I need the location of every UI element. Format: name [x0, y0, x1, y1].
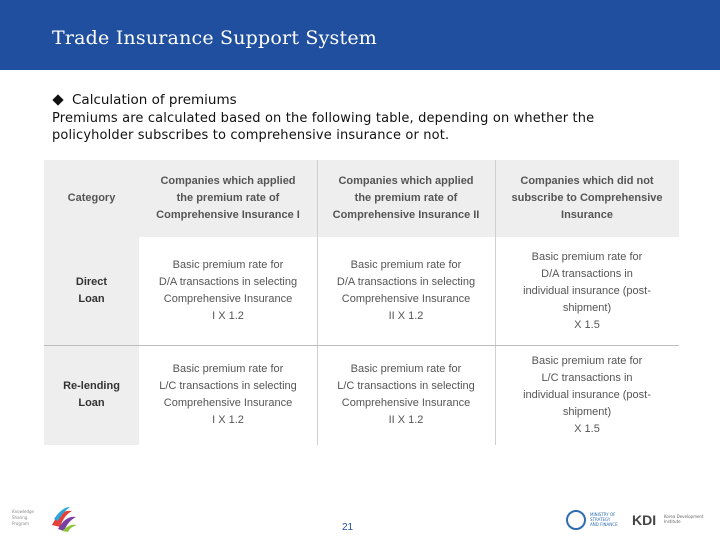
section-heading-label: Calculation of premiums — [72, 92, 237, 108]
table-header-cell — [139, 160, 317, 237]
table-cell: Basic premium rate for D/A transactions in selecting Comprehensive Insurance I X 1.2 — [139, 237, 317, 345]
page-title: Trade Insurance Support System — [52, 27, 378, 49]
table-cell: Basic premium rate for D/A transactions in selecting Comprehensive Insurance II X 1.2 — [317, 237, 495, 345]
table-header-cell — [495, 160, 679, 237]
knowledge-sharing-program-logo: Knowledge Sharing Program — [12, 505, 78, 533]
section-description: Premiums are calculated based on the following table, depending on whether the policyholder subscribes to comprehensive insurance or not. — [52, 111, 595, 143]
diamond-bullet-icon — [52, 94, 63, 105]
ksp-ribbon-icon — [50, 505, 78, 533]
ministry-emblem-icon — [566, 510, 586, 530]
premium-table — [44, 160, 679, 445]
ministry-emblem-text: MINISTRY OF STRATEGY AND FINANCE — [590, 512, 618, 527]
kdi-subtitle: Korea Development Institute — [664, 514, 704, 524]
table-divider — [495, 160, 496, 445]
table-divider — [317, 160, 318, 445]
section-heading — [52, 92, 237, 108]
table-cell: Basic premium rate for L/C transactions in individual insurance (post- shipment) X 1.5 — [495, 345, 679, 445]
kdi-logo: KDI — [632, 512, 657, 528]
table-header-text: Companies which applied the premium rate of Comprehensive Insurance II — [332, 175, 480, 221]
table-cell: Basic premium rate for L/C transactions in selecting Comprehensive Insurance I X 1.2 — [139, 345, 317, 445]
table-row-label: Re-lending Loan — [44, 345, 139, 445]
table-divider — [44, 345, 679, 346]
page-number: 21 — [342, 522, 354, 533]
title-bar — [0, 0, 720, 70]
table-header-cell — [317, 160, 495, 237]
table-header-text: Category — [67, 192, 116, 204]
footer-logos — [566, 508, 716, 534]
table-row-label: Direct Loan — [44, 237, 139, 345]
table-header-text: Companies which applied the premium rate of Comprehensive Insurance I — [156, 175, 300, 221]
table-header-text: Companies which did not subscribe to Comprehensive Insurance — [511, 175, 663, 221]
table-cell: Basic premium rate for D/A transactions in individual insurance (post- shipment) X 1.5 — [495, 237, 679, 345]
table-cell: Basic premium rate for L/C transactions in selecting Comprehensive Insurance II X 1.2 — [317, 345, 495, 445]
table-header-cell — [44, 160, 139, 237]
